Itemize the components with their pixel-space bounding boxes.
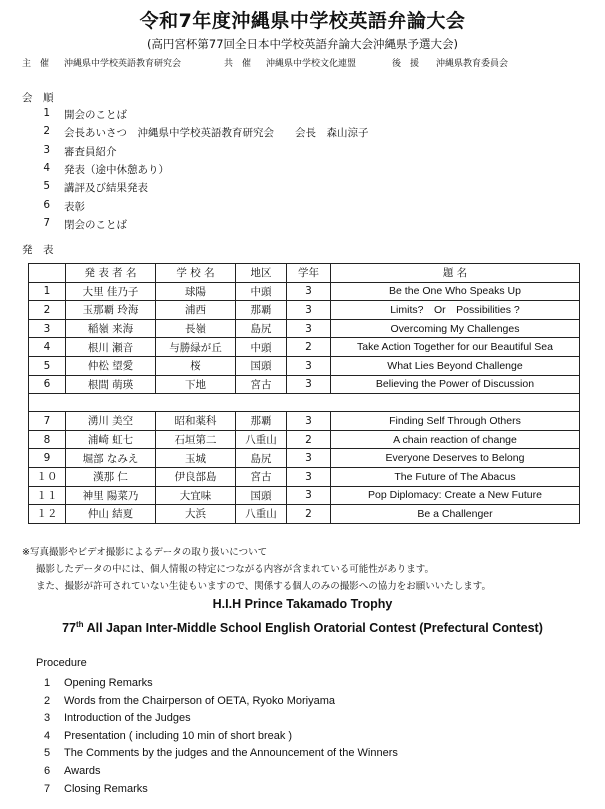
procedure-item-number: 4 — [44, 729, 51, 742]
cell-speaker: 仲山 結夏 — [66, 505, 156, 524]
cell-school: 昭和薬科 — [156, 412, 236, 431]
cell-speaker: 根川 瀬音 — [66, 338, 156, 357]
cell-title: Be a Challenger — [331, 505, 580, 524]
col-header-grade: 学年 — [287, 264, 331, 283]
cell-number: 2 — [29, 301, 66, 320]
cell-number: 7 — [29, 412, 66, 431]
table-row — [29, 430, 580, 449]
table-row — [29, 449, 580, 468]
table-row — [29, 319, 580, 338]
cell-school: 桜 — [156, 356, 236, 375]
procedure-item-number: 5 — [44, 747, 51, 760]
cell-grade: 3 — [287, 467, 331, 486]
cell-district: 那覇 — [236, 301, 287, 320]
order-item-text: 閉会のことば — [64, 218, 127, 231]
cell-school: 伊良部島 — [156, 467, 236, 486]
host-name: 沖縄県中学校英語教育研究会 — [64, 59, 182, 69]
cell-number: 1 — [29, 282, 66, 301]
cell-district: 島尻 — [236, 319, 287, 338]
cell-number: １２ — [29, 505, 66, 524]
cell-grade: 3 — [287, 449, 331, 468]
table-row — [29, 338, 580, 357]
cell-number: 3 — [29, 319, 66, 338]
table-row — [29, 301, 580, 320]
procedure-heading: Procedure — [36, 657, 87, 669]
table-row — [29, 412, 580, 431]
cell-number: 6 — [29, 375, 66, 394]
cell-school: 石垣第二 — [156, 430, 236, 449]
col-header-title: 題 名 — [331, 264, 580, 283]
cell-speaker: 根間 萌瑛 — [66, 375, 156, 394]
cell-number: １１ — [29, 486, 66, 505]
col-header-number — [29, 264, 66, 283]
cell-grade: 3 — [287, 319, 331, 338]
cell-grade: 2 — [287, 338, 331, 357]
cell-district: 国頭 — [236, 356, 287, 375]
cell-speaker: 堀部 なみえ — [66, 449, 156, 468]
contest-number: 77 — [62, 621, 76, 636]
procedure-item-text: Words from the Chairperson of OETA, Ryoko Moriyama — [64, 694, 336, 707]
procedure-item-number: 2 — [44, 694, 51, 707]
order-item-text: 開会のことば — [64, 109, 127, 121]
cell-district: 国頭 — [236, 486, 287, 505]
cell-district: 中頭 — [236, 282, 287, 301]
cell-number: 4 — [29, 338, 66, 357]
cell-speaker: 稲嶺 来海 — [66, 319, 156, 338]
cell-number: 9 — [29, 449, 66, 468]
cell-grade: 3 — [287, 301, 331, 320]
col-header-speaker: 発 表 者 名 — [66, 264, 156, 283]
cell-school: 与勝緑が丘 — [156, 338, 236, 357]
cell-school: 大浜 — [156, 505, 236, 524]
cell-title: What Lies Beyond Challenge — [331, 356, 580, 375]
order-item-text: 会長あいさつ 沖縄県中学校英語教育研究会 会長 森山涼子 — [64, 127, 369, 140]
table-row — [29, 467, 580, 486]
support-name: 沖縄県教育委員会 — [436, 59, 509, 69]
note-heading: ※写真撮影やビデオ撮影によるデータの取り扱いについて — [22, 547, 268, 558]
cell-title: Pop Diplomacy: Create a New Future — [331, 486, 580, 505]
cell-grade: 3 — [287, 375, 331, 394]
cell-speaker: 玉那覇 玲海 — [66, 301, 156, 320]
order-item-number: 6 — [43, 198, 50, 211]
cell-speaker: 浦崎 虹七 — [66, 430, 156, 449]
cell-district: 八重山 — [236, 505, 287, 524]
procedure-item-text: Presentation ( including 10 min of short break ) — [64, 729, 293, 742]
table-row — [29, 375, 580, 394]
order-item-number: 2 — [43, 125, 50, 138]
support-label: 後 援 — [392, 59, 420, 69]
procedure-item-text: Closing Remarks — [64, 782, 148, 795]
cell-title: Take Action Together for our Beautiful Sea — [331, 338, 580, 357]
cell-grade: 3 — [287, 412, 331, 431]
contest-name: All Japan Inter-Middle School English Oratorial Contest (Prefectural Contest) — [83, 621, 543, 636]
table-row — [29, 282, 580, 301]
order-item-text: 講評及び結果発表 — [64, 182, 148, 195]
cell-district: 島尻 — [236, 449, 287, 468]
cell-grade: 3 — [287, 356, 331, 375]
table-row — [29, 486, 580, 505]
cohost-name: 沖縄県中学校文化連盟 — [266, 59, 357, 69]
table-header-row — [29, 264, 580, 283]
cell-district: 宮古 — [236, 375, 287, 394]
cell-school: 球陽 — [156, 282, 236, 301]
contest-title — [0, 620, 605, 635]
note-line: また、撮影が許可されていない生徒もいますので、関係する個人のみの撮影への協力をお願いいたします。 — [36, 581, 492, 592]
host-label: 主 催 — [22, 59, 50, 69]
cell-district: 宮古 — [236, 467, 287, 486]
col-header-district: 地区 — [236, 264, 287, 283]
cell-speaker: 湧川 美空 — [66, 412, 156, 431]
break-row — [29, 394, 580, 412]
note-line: 撮影したデータの中には、個人情報の特定につながる内容が含まれている可能性があります。 — [36, 564, 435, 575]
cell-district: 八重山 — [236, 430, 287, 449]
presentations-second-half — [29, 412, 580, 524]
order-item-number: 7 — [43, 216, 50, 229]
procedure-item-text: Introduction of the Judges — [64, 712, 191, 725]
procedure-item-number: 3 — [44, 712, 51, 725]
cell-speaker: 大里 佳乃子 — [66, 282, 156, 301]
cell-school: 玉城 — [156, 449, 236, 468]
cell-school: 長嶺 — [156, 319, 236, 338]
order-item-text: 審査員紹介 — [64, 145, 117, 158]
presentations-heading: 発 表 — [22, 244, 54, 256]
order-item-text: 表彰 — [64, 200, 85, 213]
cell-title: Believing the Power of Discussion — [331, 375, 580, 394]
contest-ordinal: th — [76, 620, 84, 629]
order-item-number: 1 — [43, 107, 50, 119]
order-item-number: 4 — [43, 161, 50, 174]
procedure-item-number: 6 — [44, 765, 51, 777]
cell-speaker: 神里 陽菜乃 — [66, 486, 156, 505]
cell-school: 浦西 — [156, 301, 236, 320]
cell-district: 中頭 — [236, 338, 287, 357]
table-row — [29, 505, 580, 524]
cell-title: Finding Self Through Others — [331, 412, 580, 431]
order-heading: 会 順 — [22, 92, 54, 104]
cell-school: 大宜味 — [156, 486, 236, 505]
cell-number: 8 — [29, 430, 66, 449]
order-item-number: 3 — [43, 143, 50, 156]
trophy-title: H.I.H Prince Takamado Trophy — [212, 597, 393, 611]
presentations-first-half — [29, 282, 580, 394]
order-item-text: 発表（途中休憩あり） — [64, 163, 169, 176]
procedure-item-text: The Comments by the judges and the Announcement of the Winners — [64, 747, 398, 760]
cell-district: 那覇 — [236, 412, 287, 431]
cell-grade: 2 — [287, 430, 331, 449]
page-title: 令和7年度沖縄県中学校英語弁論大会 — [139, 10, 466, 32]
cell-number: １０ — [29, 467, 66, 486]
cell-title: Overcoming My Challenges — [331, 319, 580, 338]
cell-speaker: 漢那 仁 — [66, 467, 156, 486]
col-header-school: 学 校 名 — [156, 264, 236, 283]
cell-title: Limits? Or Possibilities ? — [331, 301, 580, 320]
presentations-table — [28, 263, 580, 524]
procedure-item-number: 7 — [44, 782, 51, 795]
cell-grade: 3 — [287, 282, 331, 301]
cell-title: A chain reaction of change — [331, 430, 580, 449]
cell-grade: 2 — [287, 505, 331, 524]
cell-grade: 3 — [287, 486, 331, 505]
cell-title: Be the One Who Speaks Up — [331, 282, 580, 301]
order-item-number: 5 — [43, 180, 50, 193]
cell-title: Everyone Deserves to Belong — [331, 449, 580, 468]
procedure-item-number: 1 — [44, 677, 51, 689]
table-row — [29, 356, 580, 375]
procedure-item-text: Awards — [64, 765, 101, 777]
page-subtitle: (高円宮杯第77回全日本中学校英語弁論大会沖縄県予選大会) — [146, 37, 459, 51]
cell-title: The Future of The Abacus — [331, 467, 580, 486]
cell-school: 下地 — [156, 375, 236, 394]
cohost-label: 共 催 — [224, 59, 252, 69]
procedure-item-text: Opening Remarks — [64, 677, 153, 689]
cell-number: 5 — [29, 356, 66, 375]
cell-speaker: 仲松 望愛 — [66, 356, 156, 375]
